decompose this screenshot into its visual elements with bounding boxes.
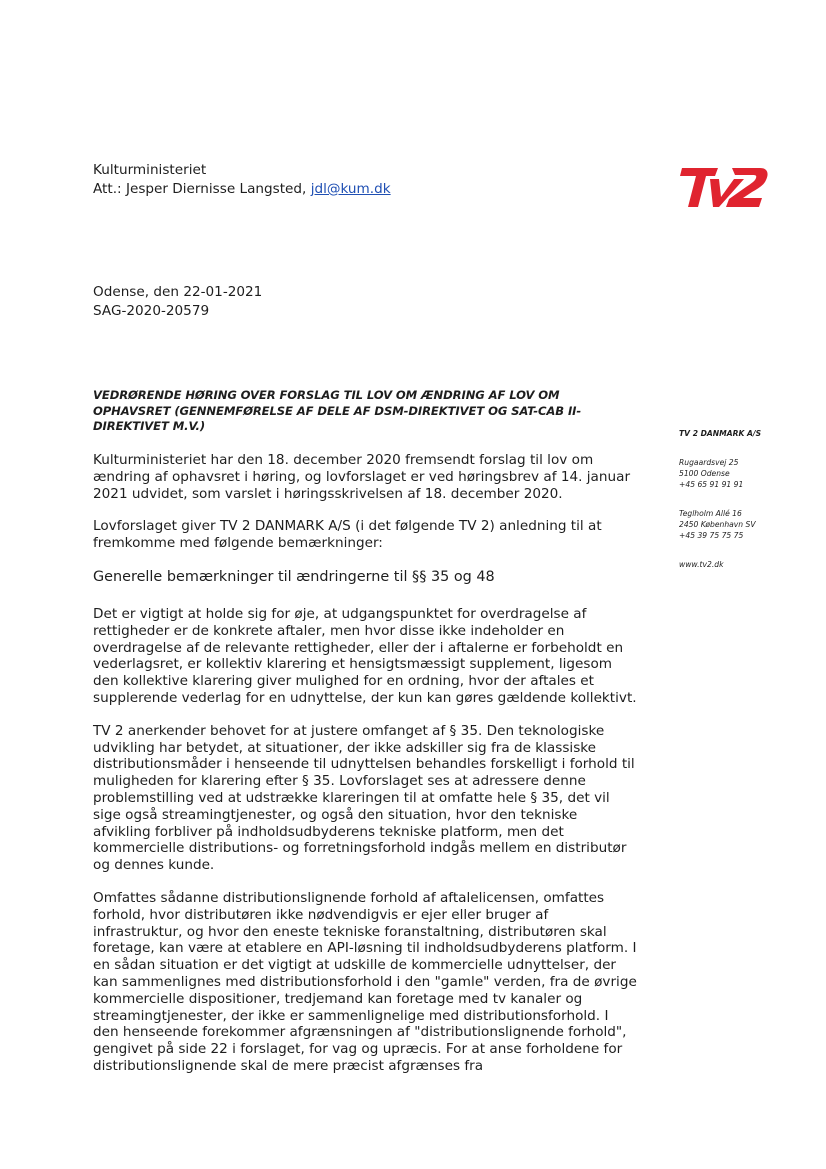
section-paragraph-3: Omfattes sådanne distributionslignende forhold af aftalelicensen, omfattes forhold, hvor distributøren ikke nødvendigvis er ejer eller bruger af infrastruktur, og hvor den eneste tekniske foranstaltning, distributøren skal foretage, kan være at etablere en API-løsning til indholdsudbyderens platform. I en sådan situation er det vigtigt at udskille de kommercielle udnyttelser, der kan sammenlignes med distributionsforhold i den "gamle" verden, fra de øvrige kommercielle dispositioner, tredjemand kan foretage med tv kanaler og streamingtjenester, der ikke er sammenlignelige med distributionsforhold. I den henseende forekommer afgrænsningen af "distributionslignende forhold", gengivet på side 22 i forslaget, for vag og upræcis. For at anse forholdene for distributionslignende skal de mere præcist afgrænses fra — [93, 889, 637, 1074]
address-street: Rugaardsvej 25 — [679, 458, 739, 467]
company-name: TV 2 DANMARK A/S — [679, 429, 762, 438]
address-phone: +45 39 75 75 75 — [679, 531, 744, 540]
recipient-attention — [93, 180, 391, 199]
website-link[interactable]: www.tv2.dk — [679, 560, 724, 569]
address-odense — [679, 457, 809, 490]
company-sidebar — [679, 428, 809, 570]
tv2-logo — [680, 163, 768, 211]
address-copenhagen — [679, 508, 809, 541]
section-paragraph-1: Det er vigtigt at holde sig for øje, at udgangspunktet for overdragelse af rettigheder er de konkrete aftaler, men hvor disse ikke indeholder en overdragelse af de relevante rettigheder, eller der i aftalerne er forbeholdt en vederlagsret, er kollektiv klarering et hensigtsmæssigt supplement, ligesom den kollektive klarering giver mulighed for en ordning, hvor der aftales et supplerende vederlag for en udnyttelse, der kun kan gøres gældende kollektivt. — [93, 605, 637, 706]
tv2-logo-mark — [680, 168, 768, 207]
letter-title: VEDRØRENDE HØRING OVER FORSLAG TIL LOV OM ÆNDRING AF LOV OM OPHAVSRET (GENNEMFØRELSE AF DELE AF DSM-DIREKTIVET OG SAT-CAB II-DIREKTIVET M.V.) — [93, 388, 582, 433]
recipient-name: Kulturministeriet — [93, 162, 207, 178]
section-paragraph-2: TV 2 anerkender behovet for at justere omfanget af § 35. Den teknologiske udvikling har betydet, at situationer, der ikke adskiller sig fra de klassiske distributionsmåder i henseende til udnyttelsen behandles forskelligt i forhold til muligheden for klarering efter § 35. Lovforslaget ses at adressere denne problemstilling ved at udstrække klareringen til at omfatte hele § 35, det vil sige også streamingtjenester, og også den situation, hvor den tekniske afvikling forbliver på indholdsudbyderens tekniske platform, men det kommercielle distributions- og forretningsforhold indgås mellem en distributør og dennes kunde. — [93, 722, 635, 874]
letter-body — [93, 452, 638, 1091]
section-heading: Generelle bemærkninger til ændringerne til §§ 35 og 48 — [93, 568, 495, 585]
attention-label: Att.: Jesper Diernisse Langsted, — [93, 181, 311, 197]
address-city: 5100 Odense — [679, 469, 730, 478]
intro-paragraph-2: Lovforslaget giver TV 2 DANMARK A/S (i det følgende TV 2) anledning til at fremkomme med følgende bemærkninger: — [93, 518, 602, 552]
date-line: Odense, den 22-01-2021 — [93, 284, 263, 300]
address-street: Teglholm Allé 16 — [679, 509, 742, 518]
intro-paragraph-1: Kulturministeriet har den 18. december 2020 fremsendt forslag til lov om ændring af ophavsret i høring, og lovforslaget er ved høringsbrev af 14. januar 2021 udvidet, som varslet i høringsskrivelsen af 18. december 2020. — [93, 452, 631, 502]
case-number: SAG-2020-20579 — [93, 303, 210, 319]
email-link[interactable]: jdl@kum.dk — [310, 181, 391, 197]
recipient-block — [93, 161, 391, 199]
date-block — [93, 283, 262, 321]
address-phone: +45 65 91 91 91 — [679, 480, 744, 489]
address-city: 2450 København SV — [679, 520, 756, 529]
